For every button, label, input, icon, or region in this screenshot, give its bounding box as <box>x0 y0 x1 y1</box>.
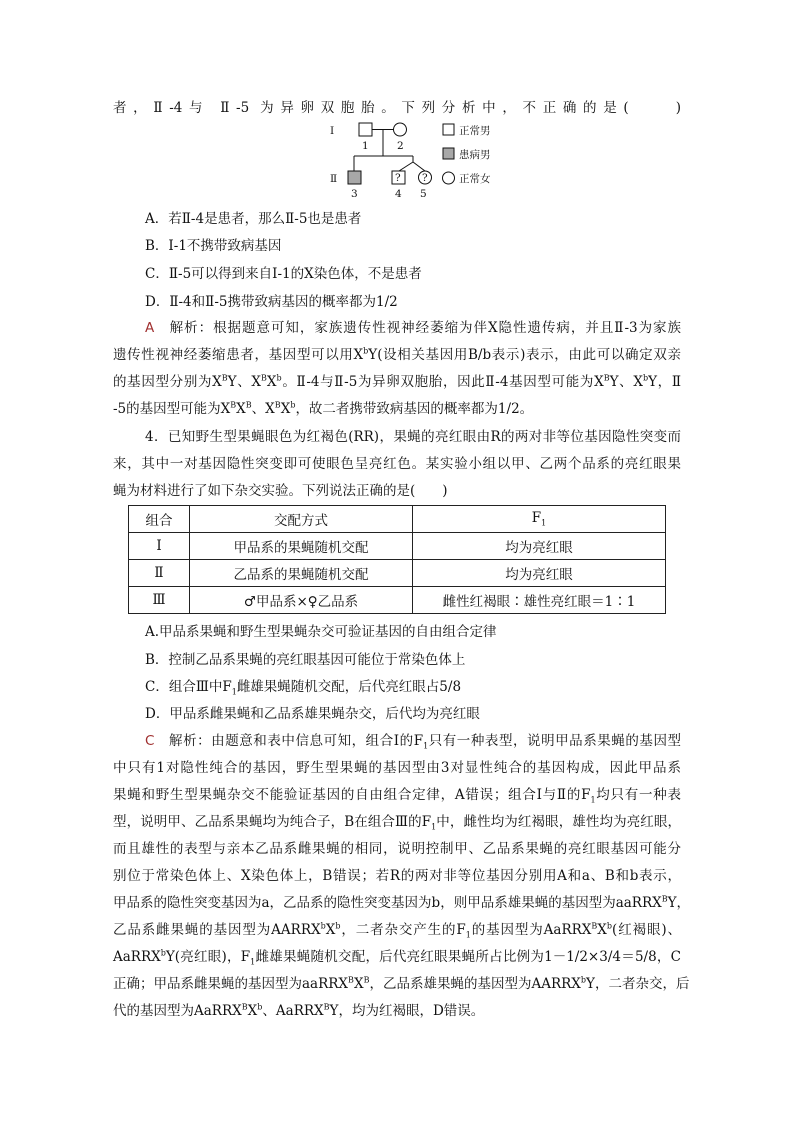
table-header-row <box>129 506 666 533</box>
q4-stem-line-2: 来，其中一对基因隐性突变即可使眼色呈亮红色。某实验小组以甲、乙两个品系的亮红眼果 <box>113 456 681 472</box>
q4-analysis-line-9: AaRRX$^b$Y(亮红眼)，$F_1$雌雄果蝇随机交配，后代亮红眼果蝇所占比例为1－1/2×3/4＝5/8，C <box>113 948 681 967</box>
legend-normal-female: 正常女 <box>459 173 491 185</box>
q4-option-b: B．控制乙品系果蝇的亮红眼基因可能位于常染色体上 <box>145 652 466 668</box>
unknown-mark: ? <box>422 172 428 184</box>
twin-line <box>413 162 425 171</box>
q4-stem-line-1: 4．已知野生型果蝇眼色为红褐色(RR)，果蝇的亮红眼由R的两对非等位基因隐性突变而 <box>145 429 681 445</box>
table-row <box>129 587 666 614</box>
table-cell: 雌性红褐眼∶雄性亮红眼＝1∶1 <box>413 587 666 614</box>
table-cell: Ⅲ <box>129 587 190 614</box>
generation-1-label: Ⅰ <box>330 125 335 137</box>
table-row <box>129 560 666 587</box>
label-II-3: 3 <box>351 188 358 200</box>
q3-option-a: A．若Ⅱ-4是患者，那么Ⅱ-5也是患者 <box>145 211 362 227</box>
individual-II-3-affected-male <box>348 171 361 184</box>
q4-analysis-line-3: 果蝇和野生型果蝇杂交不能验证基因的自由组合定律，A错误；组合Ⅰ与Ⅱ的$F_1$均只有一种表 <box>113 787 682 805</box>
legend-affected-male: 患病男 <box>459 149 491 161</box>
q3-intro: 者，Ⅱ-4与 Ⅱ-5 为异卵双胞胎。下列分析中，不正确的是( ) <box>113 100 681 116</box>
q4-analysis-line-8: 乙品系雌果蝇的基因型为$AARRX^bX^b$，二者杂交产生的$F_1$的基因型为$AaRRX^BX^b$(红褐眼)、 <box>113 921 681 940</box>
generation-2-label: Ⅱ <box>330 173 338 185</box>
table-cell: 乙品系的果蝇随机交配 <box>190 560 413 587</box>
table-cell: Ⅰ <box>129 533 190 560</box>
q4-analysis-line-5: 而且雄性的表型与亲本乙品系雌果蝇的相同，说明控制甲、乙品系果蝇的亮红眼基因可能分 <box>113 841 681 857</box>
q4-analysis-line-7: 甲品系的隐性突变基因为a，乙品系的隐性突变基因为b，则甲品系雄果蝇的基因型为aaRRX$^B$Y， <box>113 894 691 911</box>
q3-analysis-line-3: 的基因型分别为$X^BY$、$X^BX^b$。Ⅱ-4与Ⅱ-5为异卵双胞胎，因此Ⅱ-4基因型可能为$X^BY$、$X^bY$，Ⅱ <box>113 373 681 390</box>
q4-stem-line-3: 蝇为材料进行了如下杂交实验。下列说法正确的是( ) <box>113 483 448 499</box>
q3-analysis-line-1: A 解析：根据题意可知，家族遗传性视神经萎缩为伴X隐性遗传病，并且Ⅱ-3为家族 <box>145 320 682 336</box>
q4-analysis-line-1: C 解析：由题意和表中信息可知，组合Ⅰ的$F_1$只有一种表型，说明甲品系果蝇的基因型 <box>145 733 682 751</box>
legend-normal-male-symbol <box>443 124 454 135</box>
individual-I-1-male <box>359 123 372 136</box>
q4-analysis-line-6: 别位于常染色体上、X染色体上，B错误；若R的两对非等位基因分别用A和a、B和b表示， <box>113 868 681 884</box>
table-header: $F_1$ <box>413 506 666 533</box>
twin-line <box>399 162 413 171</box>
q4-option-a: A.甲品系果蝇和野生型果蝇杂交可验证基因的自由组合定律 <box>145 624 497 640</box>
label-I-1: 1 <box>362 140 369 152</box>
q3-option-b: B．Ⅰ-1不携带致病基因 <box>145 238 282 254</box>
table-cell: ♂甲品系×♀乙品系 <box>190 587 413 614</box>
q4-analysis-line-4: 型，说明甲、乙品系果蝇均为纯合子，B在组合Ⅲ的$F_1$中，雌性均为红褐眼，雄性均为亮红眼， <box>113 814 682 832</box>
q3-analysis-line-2: 遗传性视神经萎缩患者，基因型可以用$X^bY$(设相关基因用B/b表示)表示，由此可以确定双亲 <box>113 346 681 363</box>
table-header: 交配方式 <box>190 506 413 533</box>
table-row <box>129 533 666 560</box>
table-cell: 甲品系的果蝇随机交配 <box>190 533 413 560</box>
table-cell: 均为亮红眼 <box>413 533 666 560</box>
label-I-2: 2 <box>397 140 404 152</box>
cross-table <box>128 505 666 614</box>
q4-analysis-line-11: 代的基因型为$AaRRX^BX^b$、AaRRX$^B$Y，均为红褐眼，D错误。 <box>113 1002 485 1019</box>
q4-analysis-line-10: 正确；甲品系雌果蝇的基因型为$aaRRX^BX^B$，乙品系雄果蝇的基因型为AARRX$^b$Y，二者杂交，后 <box>113 975 690 992</box>
label-II-4: 4 <box>395 188 402 200</box>
legend-affected-male-symbol <box>443 148 454 159</box>
legend-normal-female-symbol <box>443 172 455 184</box>
q4-analysis-line-2: 中只有1对隐性纯合的基因，野生型果蝇的基因型由3对显性纯合的基因构成，因此甲品系 <box>113 760 681 776</box>
q3-answer: A <box>145 320 155 336</box>
label-II-5: 5 <box>420 188 427 200</box>
q4-option-d: D．甲品系雌果蝇和乙品系雄果蝇杂交，后代均为亮红眼 <box>145 706 480 722</box>
table-cell: Ⅱ <box>129 560 190 587</box>
q3-option-d: D．Ⅱ-4和Ⅱ-5携带致病基因的概率都为1/2 <box>145 294 398 310</box>
q4-answer: C <box>145 733 155 749</box>
individual-I-2-female <box>394 123 407 136</box>
table-header: 组合 <box>129 506 190 533</box>
table-cell: 均为亮红眼 <box>413 560 666 587</box>
unknown-mark: ? <box>395 172 401 184</box>
q3-analysis-line-4: -5的基因型可能为$X^BX^B$、$X^BX^b$，故二者携带致病基因的概率都为1/2。 <box>113 400 534 417</box>
q4-option-c: C．组合Ⅲ中$F_1$雌雄果蝇随机交配，后代亮红眼占5/8 <box>145 679 462 697</box>
pedigree-chart <box>328 118 508 200</box>
q3-option-c: C．Ⅱ-5可以得到来自Ⅰ-1的X染色体，不是患者 <box>145 266 422 282</box>
legend-normal-male: 正常男 <box>459 125 491 137</box>
